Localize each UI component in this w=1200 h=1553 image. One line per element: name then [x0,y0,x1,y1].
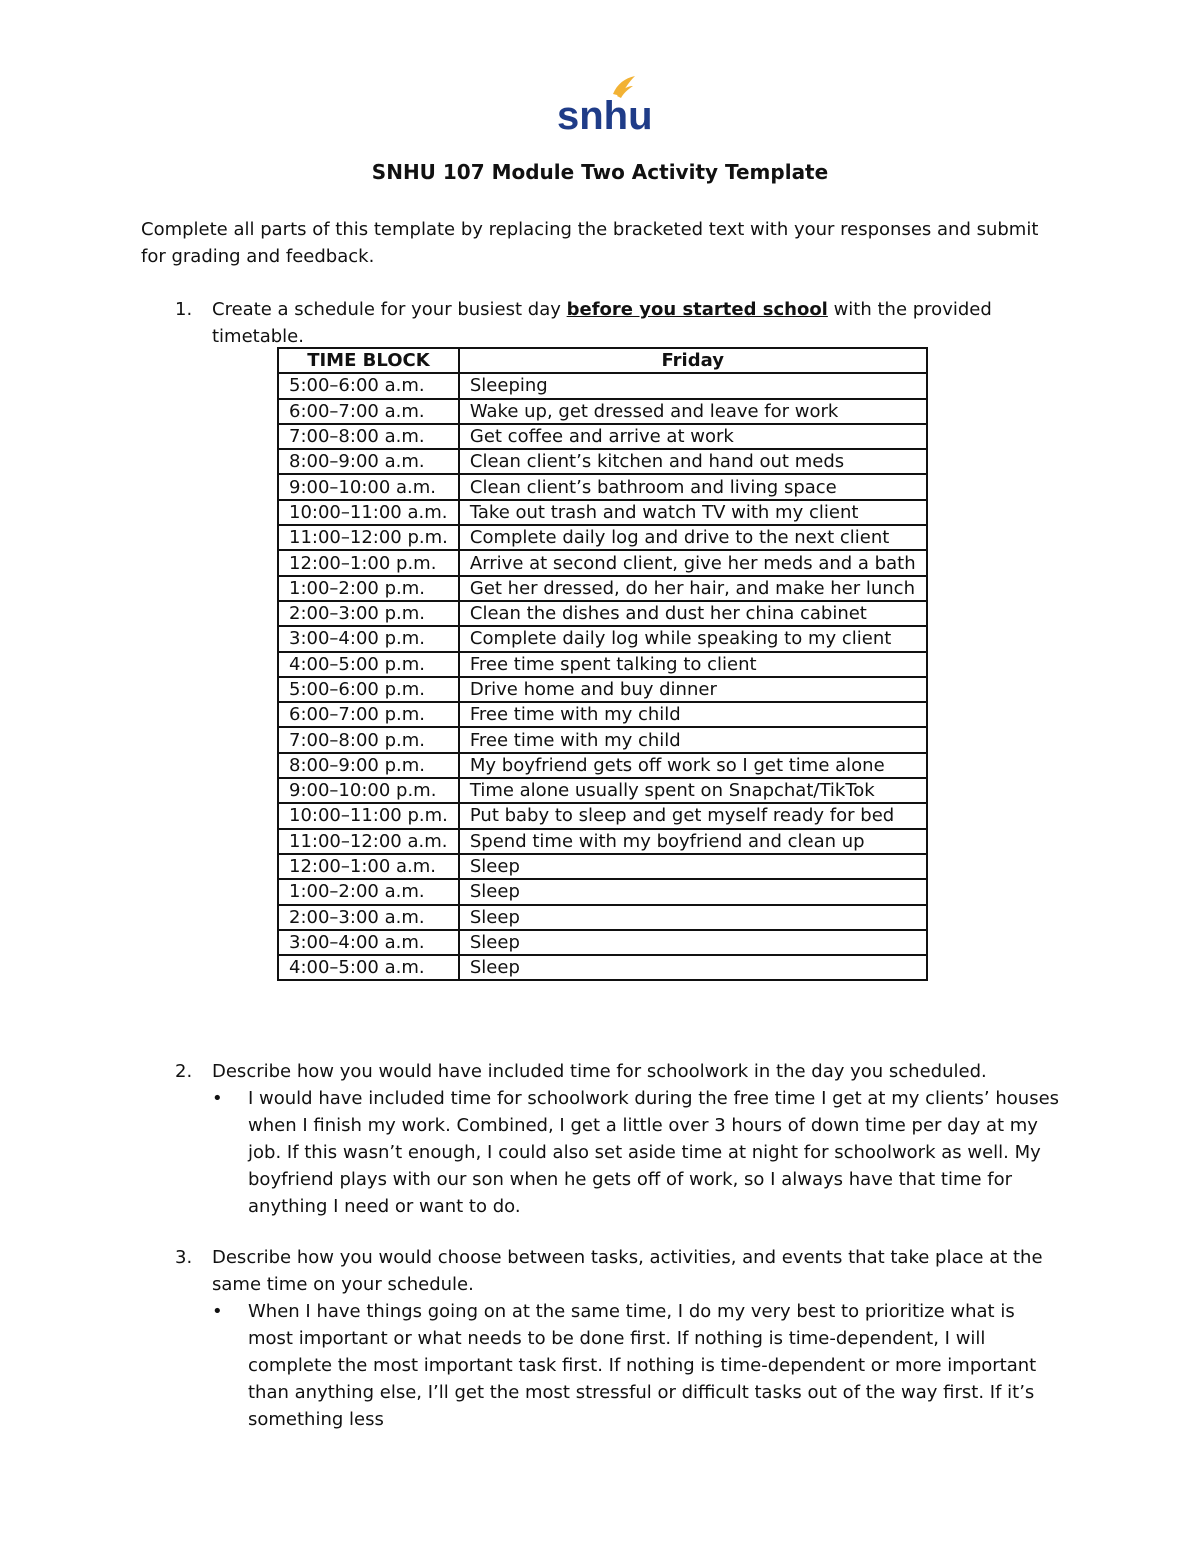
bullet-icon: • [212,1088,223,1109]
time-block-cell: 9:00–10:00 p.m. [278,778,459,803]
table-row [278,399,927,424]
activity-cell: Complete daily log and drive to the next client [459,525,927,550]
activity-cell: Clean the dishes and dust her china cabinet [459,601,927,626]
table-row [278,854,927,879]
table-row [278,576,927,601]
table-row [278,727,927,752]
activity-cell: Get coffee and arrive at work [459,424,927,449]
table-row [278,601,927,626]
time-block-cell: 4:00–5:00 p.m. [278,652,459,677]
table-row [278,702,927,727]
question-text [212,296,1055,350]
time-block-cell: 8:00–9:00 p.m. [278,753,459,778]
table-row [278,905,927,930]
activity-cell: Take out trash and watch TV with my client [459,500,927,525]
time-block-cell: 3:00–4:00 a.m. [278,930,459,955]
schedule-table [277,347,928,981]
activity-cell: Sleep [459,930,927,955]
time-block-cell: 2:00–3:00 a.m. [278,905,459,930]
header-day: Friday [459,348,927,373]
table-row [278,550,927,575]
time-block-cell: 12:00–1:00 a.m. [278,854,459,879]
table-row [278,652,927,677]
page-title: SNHU 107 Module Two Activity Template [371,160,829,184]
table-row [278,474,927,499]
table-row [278,930,927,955]
time-block-cell: 8:00–9:00 a.m. [278,449,459,474]
activity-cell: Sleeping [459,373,927,398]
table-row [278,500,927,525]
table-row [278,778,927,803]
bullet-icon: • [212,1301,223,1322]
snhu-logo [555,74,653,138]
activity-cell: Put baby to sleep and get myself ready for bed [459,803,927,828]
time-block-cell: 1:00–2:00 p.m. [278,576,459,601]
table-row [278,449,927,474]
time-block-cell: 6:00–7:00 a.m. [278,399,459,424]
question-text-emphasis: before you started school [566,299,828,320]
answer-text: I would have included time for schoolwork during the free time I get at my clients’ houses when I finish my work. Combined, I get a little over 3 hours of down time per day at my job. If this wasn’t enough, I could also set aside time at night for schoolwork as well. My boyfriend plays with our son when he gets off of work, so I always have that time for anything I need or want to do. [248,1088,1060,1217]
time-block-cell: 3:00–4:00 p.m. [278,626,459,651]
snhu-logo-graphic [555,74,653,138]
time-block-cell: 11:00–12:00 p.m. [278,525,459,550]
time-block-cell: 4:00–5:00 a.m. [278,955,459,980]
time-block-cell: 10:00–11:00 a.m. [278,500,459,525]
activity-cell: Arrive at second client, give her meds and a bath [459,550,927,575]
activity-cell: Complete daily log while speaking to my client [459,626,927,651]
time-block-cell: 7:00–8:00 p.m. [278,727,459,752]
answer-text: When I have things going on at the same time, I do my very best to prioritize what is most important or what needs to be done first. If nothing is time-dependent, I will complete the most important task first. If nothing is time-dependent or more important than anything else, I’ll get the most stressful or difficult tasks out of the way first. If it’s something less [248,1301,1037,1430]
table-row [278,955,927,980]
activity-cell: Drive home and buy dinner [459,677,927,702]
time-block-cell: 10:00–11:00 p.m. [278,803,459,828]
table-header-row [278,348,927,373]
question-text: Describe how you would have included time for schoolwork in the day you scheduled. [212,1061,987,1082]
activity-cell: My boyfriend gets off work so I get time alone [459,753,927,778]
table-row [278,829,927,854]
time-block-cell: 2:00–3:00 p.m. [278,601,459,626]
time-block-cell: 1:00–2:00 a.m. [278,879,459,904]
time-block-cell: 9:00–10:00 a.m. [278,474,459,499]
activity-cell: Spend time with my boyfriend and clean up [459,829,927,854]
time-block-cell: 11:00–12:00 a.m. [278,829,459,854]
question-text: Describe how you would choose between tasks, activities, and events that take place at the same time on your schedule. [212,1247,1043,1295]
time-block-cell: 7:00–8:00 a.m. [278,424,459,449]
activity-cell: Time alone usually spent on Snapchat/TikTok [459,778,927,803]
activity-cell: Clean client’s kitchen and hand out meds [459,449,927,474]
activity-cell: Sleep [459,879,927,904]
table-row [278,677,927,702]
svg-text:snhu: snhu [557,94,653,138]
time-block-cell: 5:00–6:00 p.m. [278,677,459,702]
activity-cell: Sleep [459,905,927,930]
table-row [278,753,927,778]
question-number: 2. [175,1061,193,1082]
activity-cell: Free time with my child [459,727,927,752]
header-time-block: TIME BLOCK [278,348,459,373]
activity-cell: Sleep [459,955,927,980]
activity-cell: Free time spent talking to client [459,652,927,677]
time-block-cell: 12:00–1:00 p.m. [278,550,459,575]
question-text-after: with the provided timetable. [212,299,992,347]
question-text-before: Create a schedule for your busiest day [212,299,567,320]
activity-cell: Clean client’s bathroom and living space [459,474,927,499]
activity-cell: Sleep [459,854,927,879]
activity-cell: Wake up, get dressed and leave for work [459,399,927,424]
intro-paragraph: Complete all parts of this template by replacing the bracketed text with your responses and submit for grading and feedback. [141,219,1039,267]
activity-cell: Get her dressed, do her hair, and make her lunch [459,576,927,601]
activity-cell: Free time with my child [459,702,927,727]
table-row [278,879,927,904]
table-row [278,424,927,449]
table-row [278,803,927,828]
table-row [278,626,927,651]
time-block-cell: 6:00–7:00 p.m. [278,702,459,727]
table-row [278,525,927,550]
time-block-cell: 5:00–6:00 a.m. [278,373,459,398]
table-row [278,373,927,398]
question-number: 3. [175,1247,193,1268]
question-number: 1. [175,299,193,320]
